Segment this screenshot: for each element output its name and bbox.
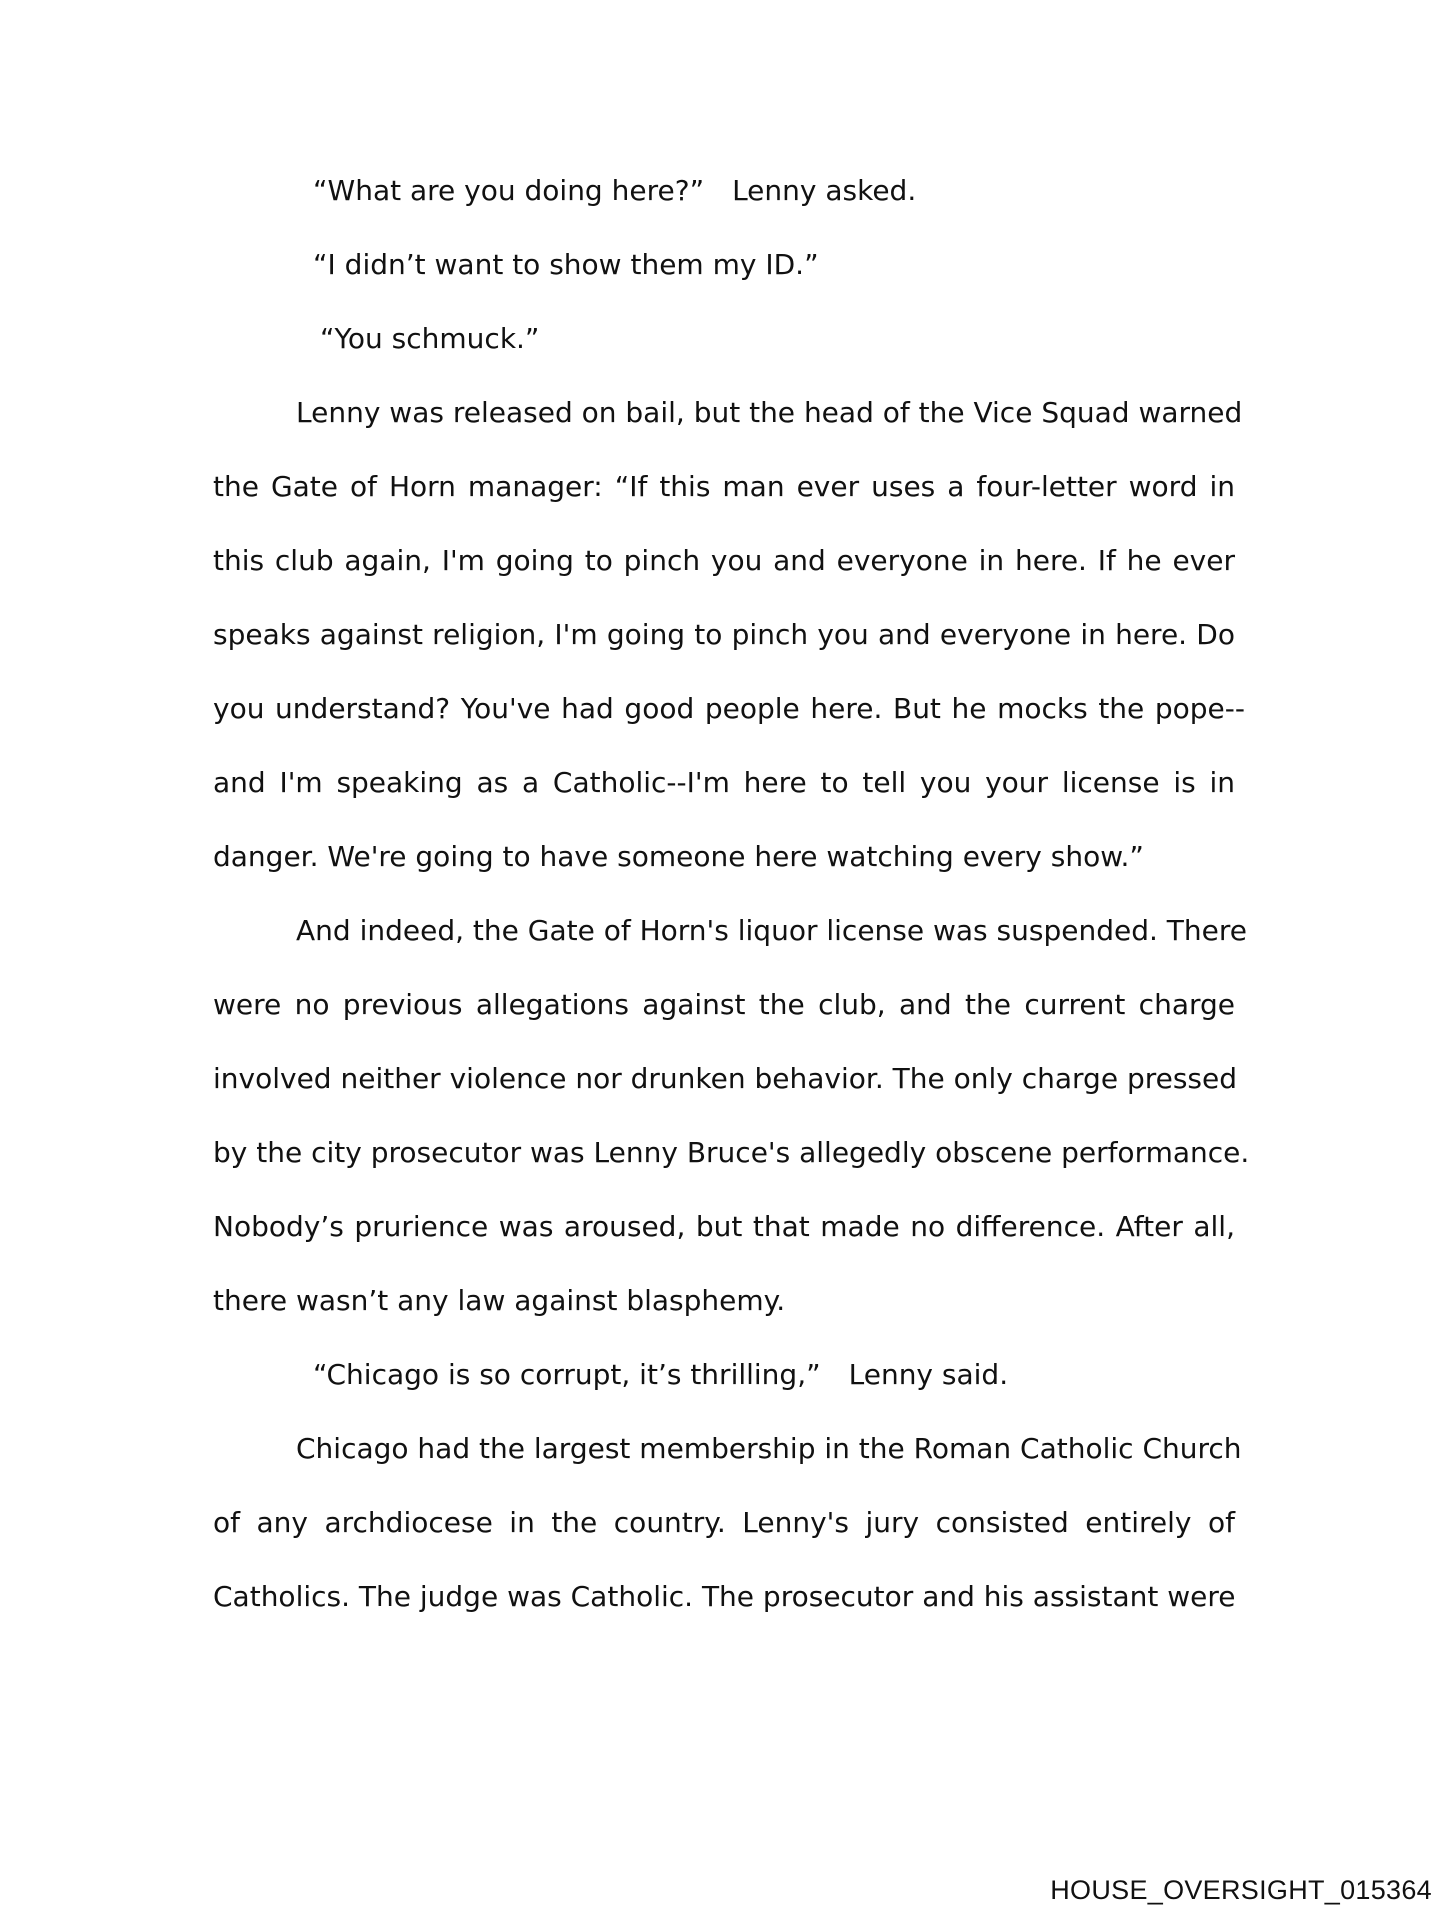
paragraph-line: were no previous allegations against the club, and the current charge xyxy=(213,988,1235,1021)
paragraph-line: Catholics. The judge was Catholic. The prosecutor and his assistant were xyxy=(213,1580,1236,1613)
paragraph-line: Lenny was released on bail, but the head of the Vice Squad warned xyxy=(296,396,1243,429)
bates-number: HOUSE_OVERSIGHT_015364 xyxy=(1050,1875,1432,1905)
paragraph-line: Nobody’s prurience was aroused, but that made no difference. After all, xyxy=(213,1210,1235,1243)
paragraph-line: by the city prosecutor was Lenny Bruce's allegedly obscene performance. xyxy=(213,1136,1250,1169)
paragraph-line: involved neither violence nor drunken behavior. The only charge pressed xyxy=(213,1062,1238,1095)
paragraph-line: And indeed, the Gate of Horn's liquor license was suspended. There xyxy=(296,914,1247,947)
dialogue-line: “I didn’t want to show them my ID.” xyxy=(313,248,819,281)
paragraph-line: of any archdiocese in the country. Lenny's jury consisted entirely of xyxy=(213,1506,1235,1539)
dialogue-line: “What are you doing here?” Lenny asked. xyxy=(313,174,917,207)
paragraph-line: there wasn’t any law against blasphemy. xyxy=(213,1284,786,1317)
dialogue-line: “You schmuck.” xyxy=(320,322,540,355)
paragraph-line: danger. We're going to have someone here watching every show.” xyxy=(213,840,1144,873)
paragraph-line: and I'm speaking as a Catholic--I'm here to tell you your license is in xyxy=(213,766,1235,799)
paragraph-line: this club again, I'm going to pinch you and everyone in here. If he ever xyxy=(213,544,1235,577)
paragraph-line: you understand? You've had good people here. But he mocks the pope-- xyxy=(213,692,1245,725)
paragraph-line: Chicago had the largest membership in the Roman Catholic Church xyxy=(296,1432,1242,1465)
paragraph-line: speaks against religion, I'm going to pinch you and everyone in here. Do xyxy=(213,618,1235,651)
dialogue-line: “Chicago is so corrupt, it’s thrilling,” Lenny said. xyxy=(313,1358,1009,1391)
paragraph-line: the Gate of Horn manager: “If this man ever uses a four-letter word in xyxy=(213,470,1235,503)
